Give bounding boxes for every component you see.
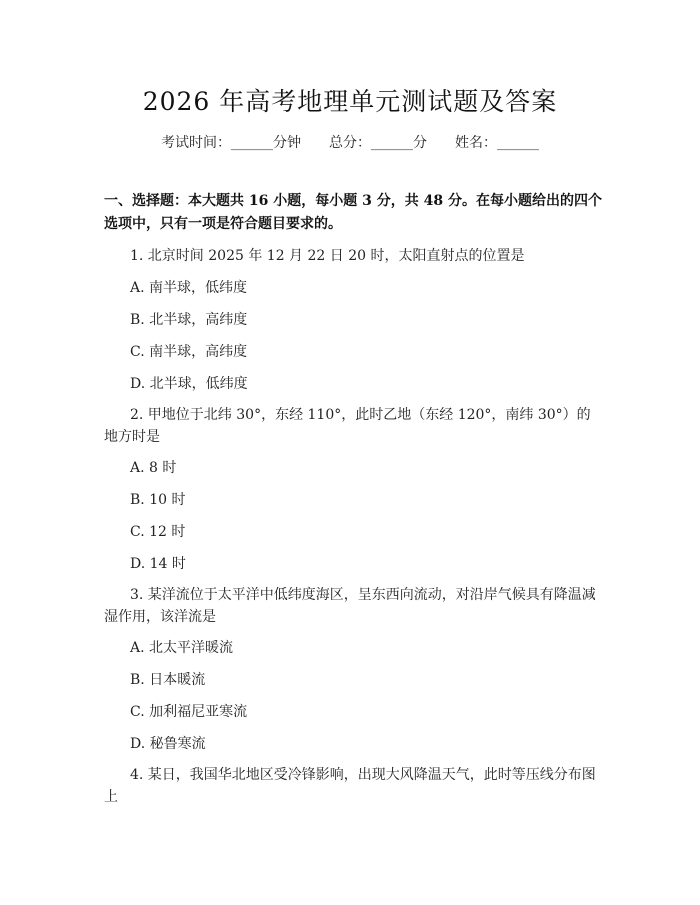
question-2-text-cont: 地方时是 [104,429,160,445]
question-4-text: 4. 某日，我国华北地区受冷锋影响，出现大风降温天气，此时等压线分布图 [130,767,596,783]
question-3-option-b: B. 日本暖流 [130,672,206,688]
question-3-option-c: C. 加利福尼亚寒流 [130,704,248,720]
question-2-option-d: D. 14 时 [130,556,186,572]
section-heading: 一、选择题：本大题共 16 小题，每小题 3 分，共 48 分。在每小题给出的四个选项中，只有一项是符合题目要求的。 [104,193,602,232]
question-3-text: 3. 某洋流位于太平洋中低纬度海区，呈东西向流动，对沿岸气候具有降温减 [130,587,596,603]
question-3-option-a: A. 北太平洋暖流 [130,640,234,656]
question-2-option-b: B. 10 时 [130,492,186,508]
exam-time-field: 考试时间：______分钟 [161,135,301,151]
question-2-text: 2. 甲地位于北纬 30°，东经 110°，此时乙地（东经 120°，南纬 30°）的 [130,407,591,423]
question-3-option-d: D. 秘鲁寒流 [130,736,206,752]
question-4-text-cont: 上 [104,789,118,805]
question-2-option-c: C. 12 时 [130,524,186,540]
question-3-text-cont: 湿作用，该洋流是 [104,609,216,625]
question-2-option-a: A. 8 时 [130,460,177,476]
question-1-option-d: D. 北半球，低纬度 [130,376,248,392]
question-1-option-b: B. 北半球，高纬度 [130,312,248,328]
question-1-option-c: C. 南半球，高纬度 [130,344,248,360]
question-1-option-a: A. 南半球，低纬度 [130,280,248,296]
total-score-field: 总分：______分 [329,135,427,151]
page-title: 2026 年高考地理单元测试题及答案 [142,87,558,116]
student-name-field: 姓名：______ [455,135,539,151]
question-1-text: 1. 北京时间 2025 年 12 月 22 日 20 时，太阳直射点的位置是 [130,248,525,264]
exam-info-line [0,132,700,152]
